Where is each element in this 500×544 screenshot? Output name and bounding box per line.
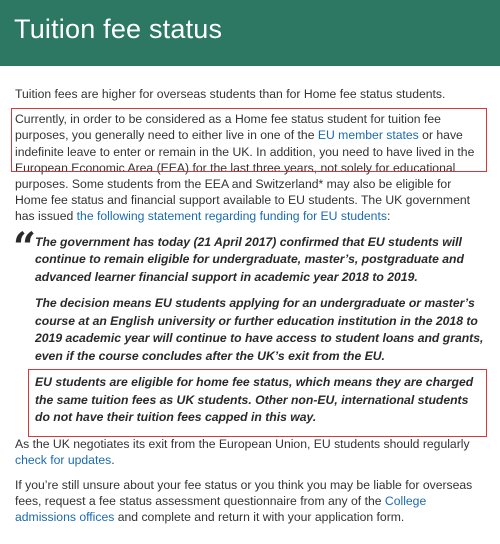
- quote-paragraph-1: The government has today (21 April 2017) confirmed that EU students will continue to remain eligible for undergraduate, master’s, postgraduate and advanced learner financial support in academic year 2018 to 2019.: [35, 234, 464, 284]
- updates-text-1: As the UK negotiates its exit from the European Union, EU students should regularly: [15, 436, 470, 451]
- eu-member-states-link[interactable]: EU member states: [317, 128, 419, 143]
- page-title: Tuition fee status: [14, 14, 223, 44]
- page-header: [0, 0, 500, 66]
- main-content: [15, 86, 485, 535]
- fee-assessment-paragraph: [15, 477, 485, 526]
- admissions-offices-link[interactable]: College admissions offices: [15, 494, 427, 525]
- eligibility-text-3: :: [386, 209, 391, 224]
- updates-paragraph: [15, 436, 485, 468]
- funding-statement-link[interactable]: the following statement regarding funding for EU students: [76, 209, 387, 224]
- updates-text-2: .: [111, 452, 115, 467]
- quote-paragraph-3: EU students are eligible for home fee status, which means they are charged the same tuition fees as UK students. Other non-EU, international students do not have their tuition fees capped in this way.: [35, 375, 474, 425]
- fee-assessment-text-1: If you’re still unsure about your fee status or you think you may be liable for overseas fees, request a fee status assessment questionnaire from any of the: [15, 478, 473, 509]
- eligibility-text-2: or have indefinite leave to enter or remain in the UK. In addition, you need to have lived in the European Economic Area (EEA) for the last three years, not solely for educational purposes. Some students from the EEA and Switzerland* may also be eligible for Home fee status and financial support available to EU students. The UK government has issued: [15, 128, 475, 224]
- check-updates-link[interactable]: check for updates: [15, 452, 112, 467]
- quote-mark-icon: “: [13, 223, 37, 271]
- eligibility-text-1: Currently, in order to be considered as a Home fee status student for tuition fee purposes, you generally need to either live in one of the: [15, 112, 441, 143]
- quote-paragraph-2: The decision means EU students applying for an undergraduate or master’s course at an English university or further education institution in the 2018 to 2019 academic year will continue to have access to student loans and grants, even if the course concludes after the UK’s exit from the EU.: [35, 296, 484, 363]
- fee-assessment-text-2: and complete and return it with your application form.: [114, 510, 405, 525]
- intro-paragraph: Tuition fees are higher for overseas students than for Home fee status students.: [15, 87, 446, 101]
- government-quote: [13, 223, 485, 427]
- eligibility-paragraph: [15, 111, 485, 224]
- after-quote-section: [15, 436, 485, 526]
